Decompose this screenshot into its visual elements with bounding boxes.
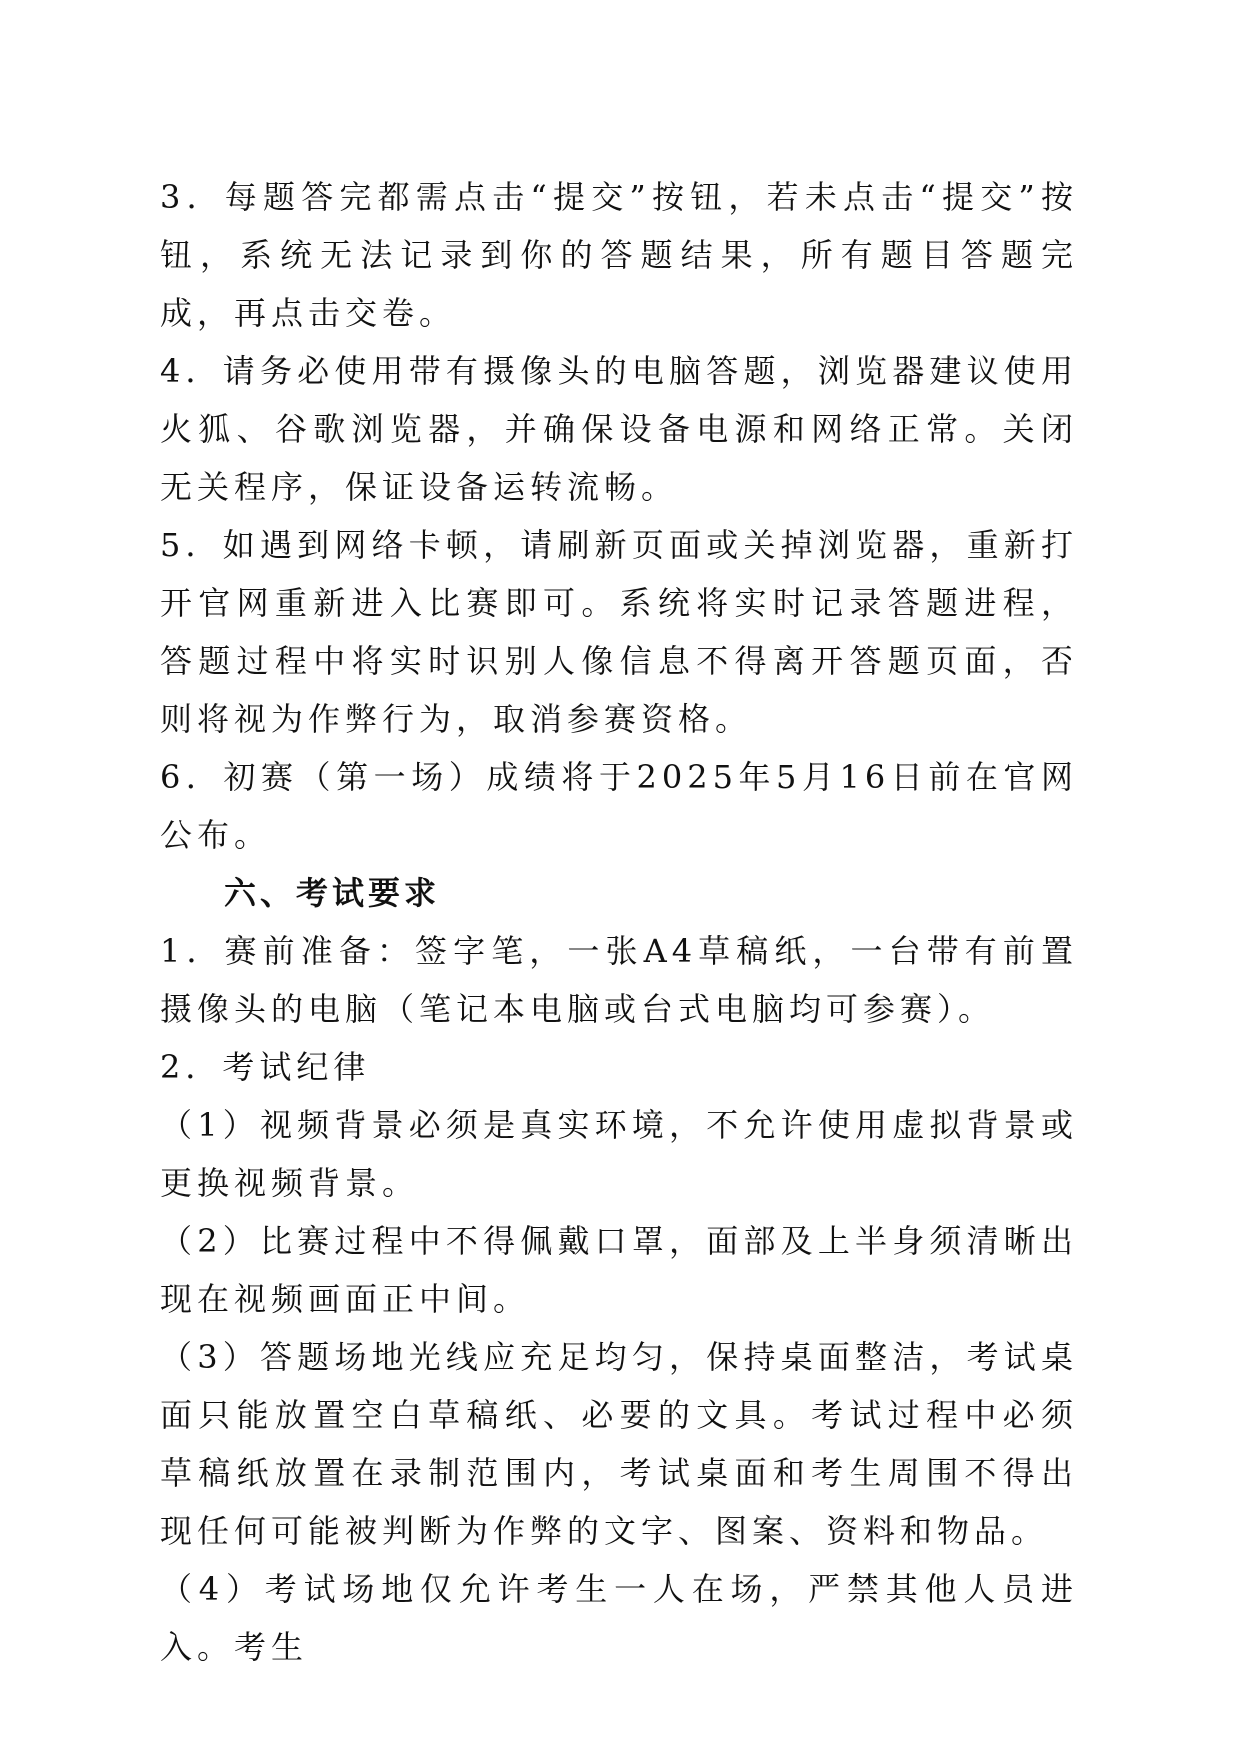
section-heading: 六、考试要求 — [224, 874, 441, 912]
paragraph-discipline-1: （1）视频背景必须是真实环境，不允许使用虚拟背景或更换视频背景。 — [160, 1106, 1078, 1202]
paragraph-preparation: 1．赛前准备：签字笔，一张A4草稿纸，一台带有前置摄像头的电脑（笔记本电脑或台式电脑均可参赛）。 — [160, 932, 1078, 1028]
paragraph-item-4: 4．请务必使用带有摄像头的电脑答题，浏览器建议使用火狐、谷歌浏览器，并确保设备电源和网络正常。关闭无关程序，保证设备运转流畅。 — [160, 352, 1078, 506]
paragraph-discipline-3: （3）答题场地光线应充足均匀，保持桌面整洁，考试桌面只能放置空白草稿纸、必要的文具。考试过程中必须草稿纸放置在录制范围内，考试桌面和考生周围不得出现任何可能被判断为作弊的文字、图案、资料和物品。 — [160, 1338, 1078, 1550]
paragraph-item-6: 6．初赛（第一场）成绩将于2025年5月16日前在官网公布。 — [160, 758, 1078, 854]
paragraph-discipline-2: （2）比赛过程中不得佩戴口罩，面部及上半身须清晰出现在视频画面正中间。 — [160, 1222, 1078, 1318]
paragraph-discipline-title: 2．考试纪律 — [160, 1048, 371, 1086]
paragraph-discipline-4: （4）考试场地仅允许考生一人在场，严禁其他人员进入。考生 — [160, 1570, 1078, 1666]
paragraph-item-5: 5．如遇到网络卡顿，请刷新页面或关掉浏览器，重新打开官网重新进入比赛即可。系统将实时记录答题进程，答题过程中将实时识别人像信息不得离开答题页面，否则将视为作弊行为，取消参赛资格。 — [160, 526, 1078, 738]
document-body — [160, 168, 1078, 1676]
paragraph-item-3: 3．每题答完都需点击“提交”按钮，若未点击“提交”按钮，系统无法记录到你的答题结果，所有题目答题完成，再点击交卷。 — [160, 178, 1078, 332]
